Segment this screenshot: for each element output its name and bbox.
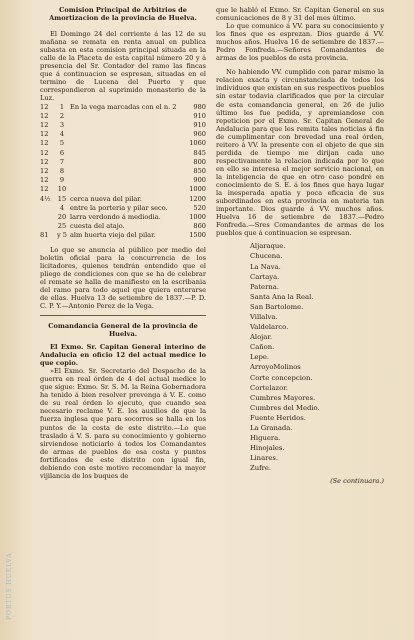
lot-number: 10 xyxy=(57,185,67,194)
lot-value: 800 xyxy=(193,157,206,166)
amortization-commission-title: Comision Principal de Arbitrios de Amortizacion de la provincia de Huelva. xyxy=(49,6,197,23)
lot-row xyxy=(40,112,206,121)
town-item: Paterna. xyxy=(250,282,279,291)
lot-value: 910 xyxy=(193,120,206,129)
right-column xyxy=(216,6,384,486)
lot-number: 9 xyxy=(59,176,65,185)
lot-value: 960 xyxy=(193,130,206,139)
town-item: Chucena. xyxy=(250,252,283,261)
lot-row xyxy=(40,103,206,112)
lot-row xyxy=(40,149,206,158)
continued-note: (Se continuara.) xyxy=(330,477,384,486)
towns-list xyxy=(216,241,384,473)
town-item: Corte concepcion. xyxy=(250,373,313,382)
lot-area: 12 xyxy=(40,102,49,111)
lots-table xyxy=(40,103,206,241)
town-item: Valdelarco. xyxy=(250,323,289,332)
divider xyxy=(40,315,206,316)
lot-number: 25 xyxy=(57,222,67,231)
town-item: Zufre. xyxy=(250,464,272,473)
lot-area xyxy=(40,204,54,213)
war-secretary-order: »El Exmo. Sr. Secretario del Despacho de la guerra en real órden de 4 del actual medice lo que sigue: Exmo. Sr. S. M. la Reina Gobernadora ha tenido á bien resolver prevenga á V. E. como de su real órden lo ejecuto, que cuando sea necesario reclame V. E. los auxilios de que la fuerza inglesa que para socorros se halla en los puntos de la costa de este distrito.—Lo que traslado á V. S. para su conocimiento y gobierno sirviendose noticiarlo á todos los Comandantes de armas de pueblos de esa costa y puntos fortificados de este distrito con igual fin, debiendo con este motivo recomendar la mayor vijilancia de los buques de xyxy=(40,367,206,480)
town-item: La Nava. xyxy=(250,262,281,271)
town-item: Cortelazor. xyxy=(250,383,288,392)
lot-number: y 5 xyxy=(56,231,68,240)
town-item: Cartaya. xyxy=(250,272,280,281)
lot-row xyxy=(40,213,206,222)
lot-row xyxy=(40,185,206,194)
lot-row xyxy=(40,204,206,213)
town-item: Alojar. xyxy=(250,333,272,342)
auction-announcement: El Domingo 24 del corriente á las 12 de su mañana se remata en renta anual en publica subasta en esta comision principal situada en la calle de la Placeta de esta capital número 20 y á presencia del Sr. Contador del ramo las fincas que á continuacion se espresan, situadas en el termino de Lucena del Puerto y que correspondieron al suprimido monasterio de la Luz. xyxy=(40,30,206,103)
lot-row xyxy=(40,167,206,176)
lot-area: 12 xyxy=(40,111,49,120)
lot-value: 1000 xyxy=(189,185,206,194)
lot-description xyxy=(70,121,180,130)
lot-area: 12 xyxy=(40,157,49,166)
captain-general-paragraph: El Exmo. Sr. Capitan General interino de Andalucia en oficio 12 del actual medice lo que copio. xyxy=(40,343,206,368)
communication-paragraph: Lo que comunico á VV. para su conocimiento y los fines que es esprezan. Dios guarde á VV. muchos años. Huelva 16 de setiembre de 1837.—Pedro Fonfreda.—Señores Comandantes de armas de los pueblos de esta provincia. xyxy=(216,22,384,63)
town-item: Hinojales. xyxy=(250,444,285,453)
lot-row xyxy=(40,176,206,185)
lot-description: cerca nueva del pilar. xyxy=(70,194,142,203)
town-item: La Granada. xyxy=(250,424,293,432)
lot-area: 12 xyxy=(40,166,49,175)
lot-area: 12 xyxy=(40,148,49,157)
lot-area: 12 xyxy=(40,176,49,185)
lot-row xyxy=(40,139,206,148)
lot-description: cuesta del atajo. xyxy=(70,222,125,231)
lot-description xyxy=(70,167,180,176)
town-item: Cumbres Mayores. xyxy=(250,393,316,402)
lot-number: 15 xyxy=(57,194,67,203)
lot-area: 4½ xyxy=(40,194,51,203)
lot-row xyxy=(40,130,206,139)
lot-value: 850 xyxy=(193,166,206,175)
left-column xyxy=(40,6,206,480)
lot-value: 1060 xyxy=(189,139,206,148)
town-item: Cumbres del Medio. xyxy=(250,403,320,412)
lot-description xyxy=(70,112,180,121)
auction-notice: Lo que se anuncia al público por medio del boletin oficial para la concurrencia de los licitadores, quienes tendrán entendido que el pliego de condiciones con que se ha de celebrar el remate se halla de manifiesto en la escribania del ramo para todo aquel que quiera enterarse de ellas. Huelva 13 de setiembre de 1837.—P. D. C. P. Y.—Antonio Perez de la Vega. xyxy=(40,245,206,310)
continuation-paragraph: que le habló el Exmo. Sr. Capitan General en sus comunicaciones de 8 y 31 del mes último. xyxy=(216,6,384,23)
lot-number: 7 xyxy=(59,157,65,166)
lot-value: 900 xyxy=(193,176,206,185)
town-item: Lepe. xyxy=(250,353,270,362)
lot-value: 1000 xyxy=(189,212,206,221)
lot-description xyxy=(70,149,180,158)
lot-value: 845 xyxy=(193,148,206,157)
lot-description: entre la porteria y pilar seco. xyxy=(70,203,168,212)
lot-number: 4 xyxy=(59,130,65,139)
lot-number: 3 xyxy=(59,120,65,129)
lot-description xyxy=(70,158,180,167)
lot-description xyxy=(70,139,180,148)
town-item: Linares. xyxy=(250,454,279,463)
lot-number: 2 xyxy=(59,111,65,120)
command-general-title: Comandancia General de la provincia de Huelva. xyxy=(48,321,198,338)
lot-value: 980 xyxy=(193,102,206,111)
lot-number: 8 xyxy=(59,166,65,175)
lot-value: 1200 xyxy=(189,194,206,203)
lot-row xyxy=(40,231,206,240)
lot-value: 1500 xyxy=(189,231,206,240)
town-item: Aljaraque. xyxy=(250,242,286,251)
town-item: ArroyoMolinos xyxy=(250,363,301,372)
lot-row xyxy=(40,158,206,167)
town-item: Fuente Heridos. xyxy=(250,413,306,422)
lot-area xyxy=(40,222,54,231)
lot-area: 12 xyxy=(40,120,49,129)
lot-area: 12 xyxy=(40,185,49,194)
lot-value: 910 xyxy=(193,111,206,120)
lot-description xyxy=(70,130,180,139)
lot-number: 20 xyxy=(57,212,67,221)
lot-area: 81 xyxy=(40,231,49,240)
lot-value: 860 xyxy=(193,222,206,231)
town-item: Villalva. xyxy=(250,312,278,321)
town-item: Cañon. xyxy=(250,343,275,352)
lot-row xyxy=(40,195,206,204)
lot-description xyxy=(70,185,180,194)
town-item: Santa Ana la Real. xyxy=(250,292,314,301)
lot-area: 12 xyxy=(40,139,49,148)
town-item: Higuera. xyxy=(250,434,281,443)
lot-description: En la vega marcadas con el n. 2 xyxy=(70,102,177,111)
lot-description xyxy=(70,176,180,185)
lot-number: 5 xyxy=(59,139,65,148)
lot-description: alm huerta vieja del pilar. xyxy=(70,231,156,240)
lot-number: 6 xyxy=(59,148,65,157)
lot-area: 12 xyxy=(40,130,49,139)
lot-area xyxy=(40,213,54,222)
lot-row xyxy=(40,121,206,130)
lot-number: 1 xyxy=(59,102,65,111)
library-stamp: PORTUS HUELVA xyxy=(6,552,13,620)
town-item: San Bartolome. xyxy=(250,302,304,311)
lot-row xyxy=(40,222,206,231)
lot-value: 520 xyxy=(193,203,206,212)
lot-description: larra verdondo á mediodia. xyxy=(70,212,161,221)
lot-number: 4 xyxy=(59,203,65,212)
reminder-paragraph: No habiendo VV. cumplido con parar mismo la relacion exacta y circunstanciada de todos los individuos que existan en sus respectivos pueblos sin estar todavia clarificados que por la circular de esta comandancia general, en 26 de julio último les fue pedida, y apremiandose con repeticion por el Exmo. Sr. Capitan General de Andalucia para que les remita tales noticias á fin de cumplimentar con brevedad una real órden, reitero á VV. la presente con el objeto de que sin perdida de tiempo me dirijan cada uno respectivamente la relacion indicada por lo que en ello se interesa el mejor servicio nacional, en la inteligencia de que en otro caso pondré en conocimiento de S. E. á los fines que haya lugar la inesperada apatia y poca eficacia de sus subordinados en esta provincia en materia tan importante. Dios guarde á VV. muchos años. Huelva 16 de setiembre de 1837.—Pedro Fonfreda.—Sres Comandantes de armas de los pueblos que á continuacion se espresan. xyxy=(216,68,384,238)
